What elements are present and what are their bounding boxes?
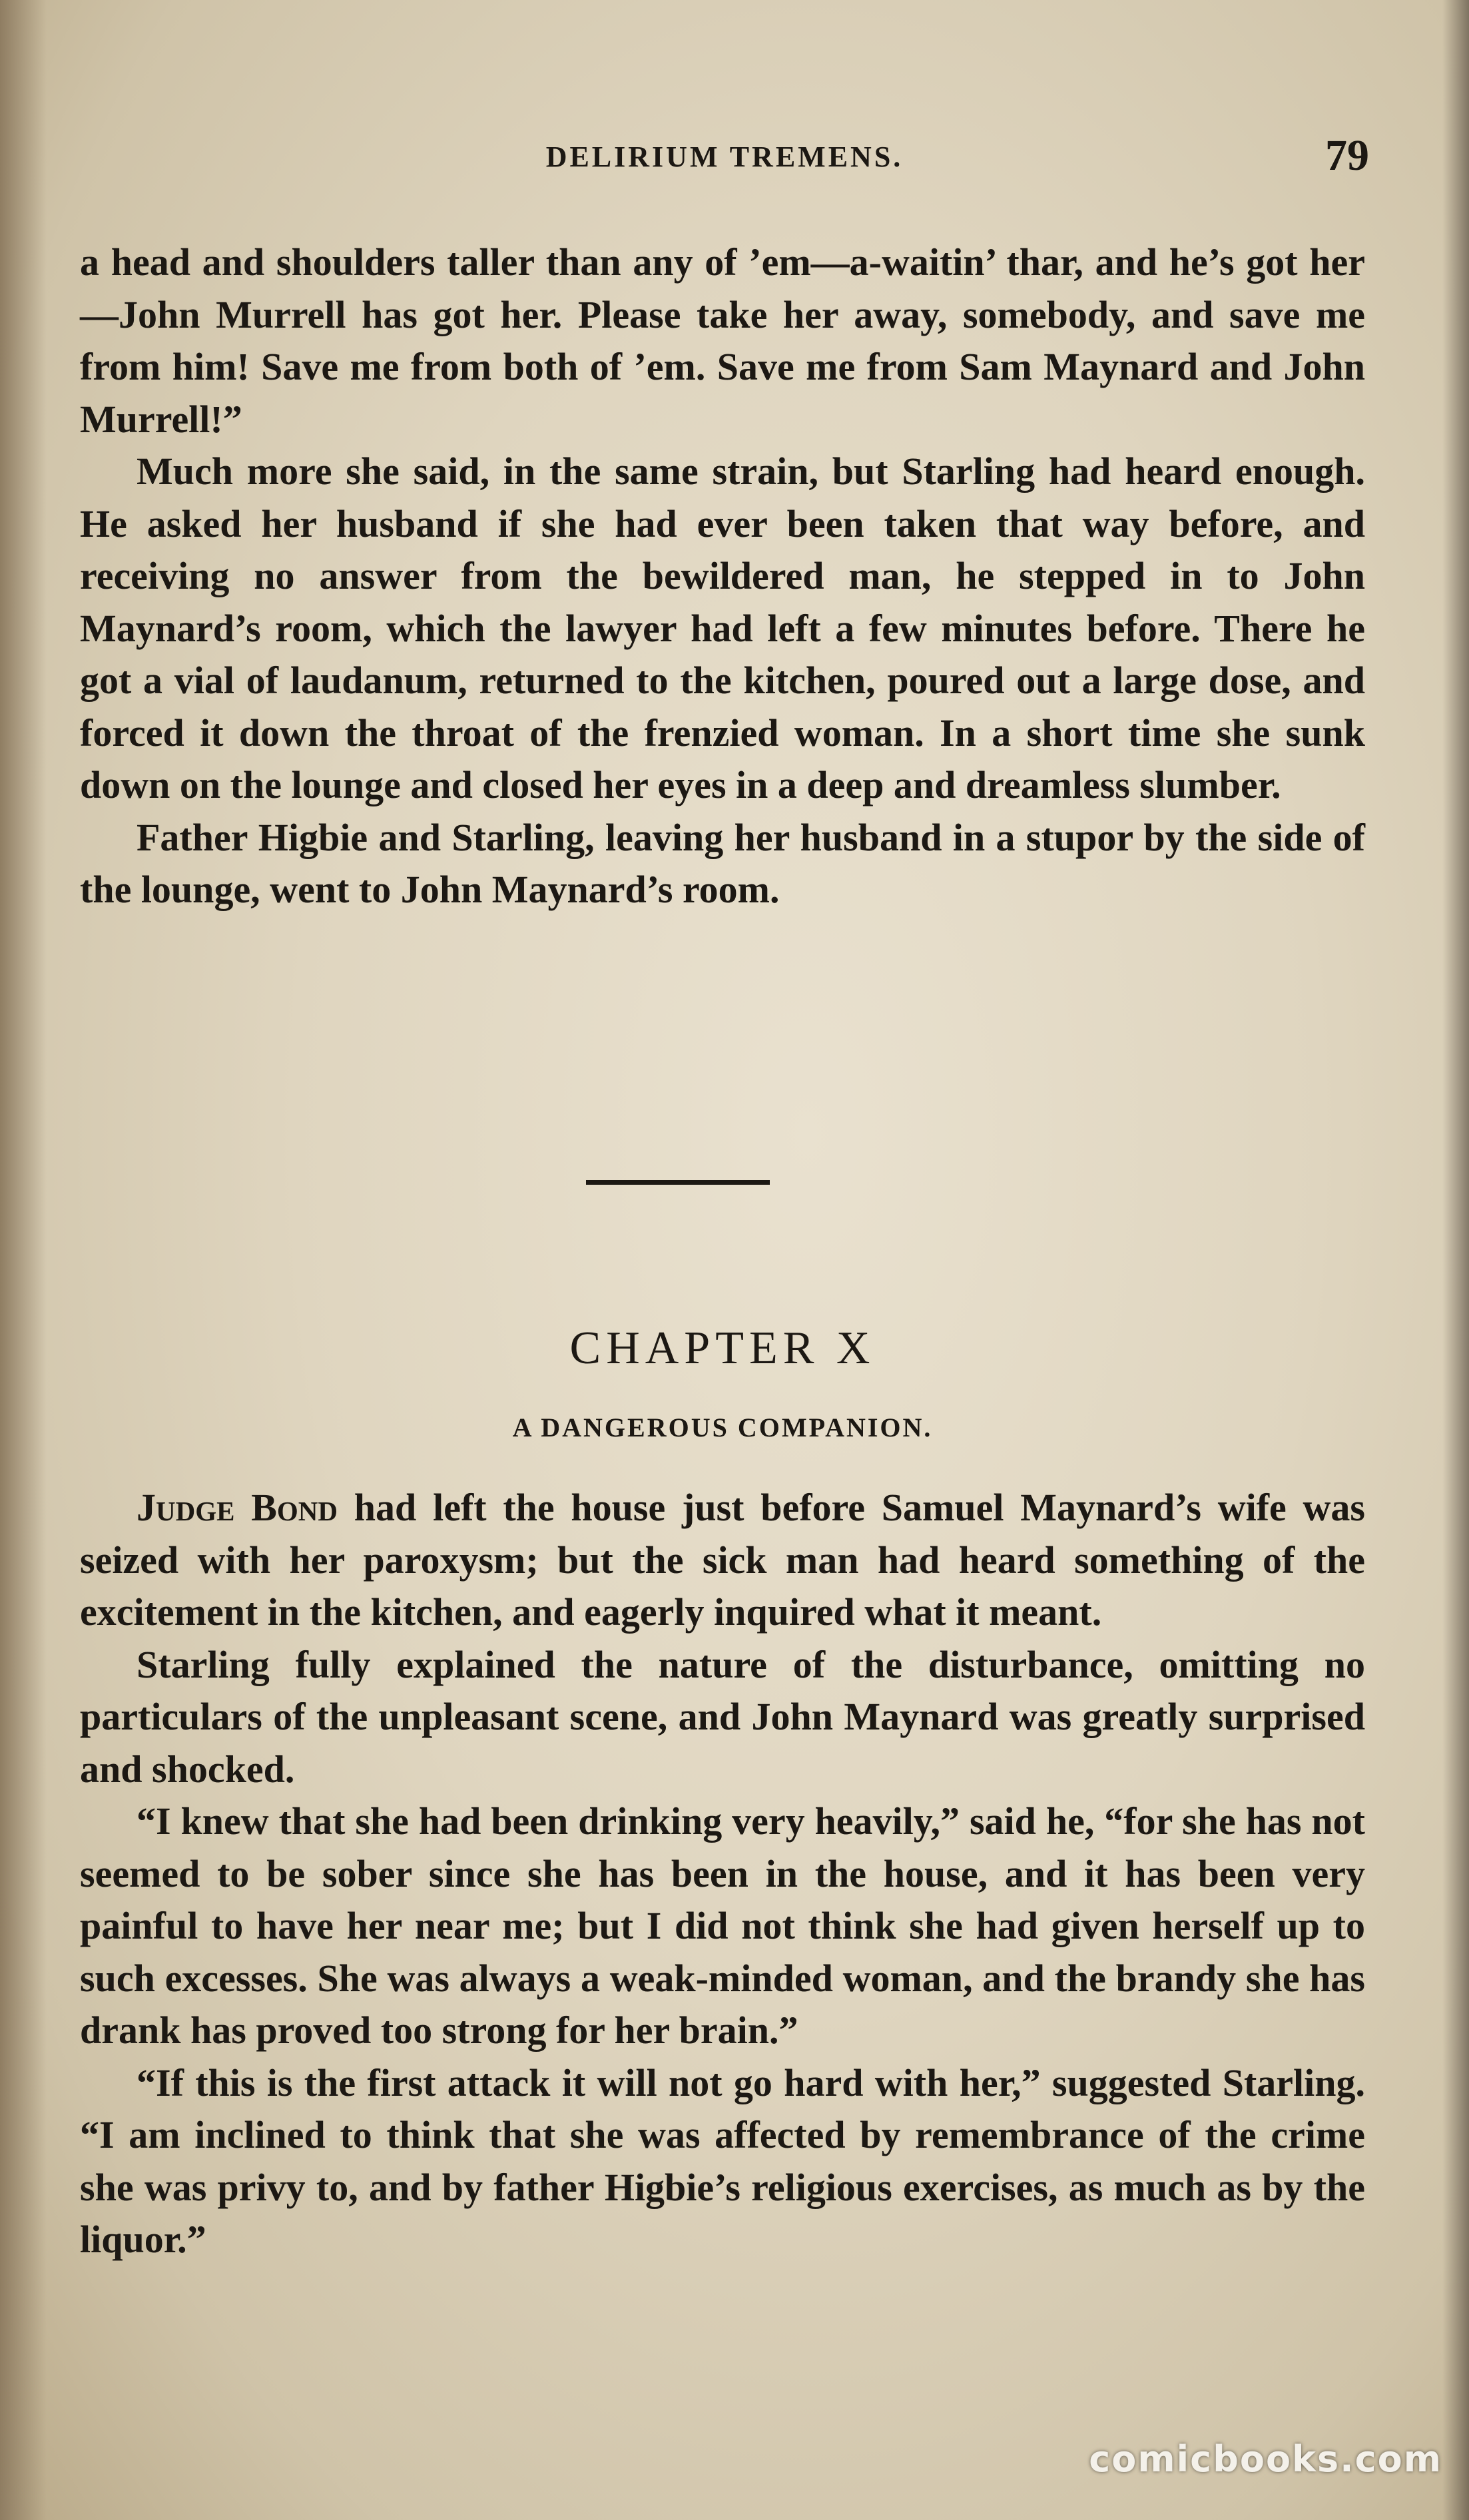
page-number: 79 (1325, 131, 1369, 180)
paragraph: “I knew that she had been drinking very heavily,” said he, “for she has not seemed to be sober since she has been in the house, and it has been very painful to have her near me; but I did not think she had given herself up to such excesses. She was always a weak-minded woman, and the brandy she has drank has proved too strong for her brain.” (80, 1799, 1365, 2052)
chapter-title: CHAPTER X (569, 1323, 876, 1374)
section-divider (586, 1180, 770, 1185)
paragraph: Father Higbie and Starling, leaving her husband in a stupor by the side of the lounge, went to John Maynard’s room. (80, 815, 1365, 911)
lead-name: Judge Bond (137, 1486, 338, 1529)
paragraph: “If this is the first attack it will not go hard with her,” suggested Starling. “I am inclined to think that she was affected by remembrance of the crime she was privy to, and by father Higbie’s religious exercises, as much as by the liquor.” (80, 2060, 1365, 2261)
paragraph (80, 1482, 1365, 1639)
paragraph-body: had left the house just before Samuel Maynard’s wife was seized with her paroxysm; but the sick man had heard something of the excitement in the kitchen, and eagerly inquired what it meant. (80, 1486, 1366, 1634)
paragraph: a head and shoulders taller than any of ’em—a-waitin’ thar, and he’s got her—John Murrell has got her. Please take her away, somebody, and save me from him! Save me from both of ’em. Save me from Sam Maynard and John Murrell!” (80, 240, 1365, 441)
continued-text (80, 236, 1365, 916)
page-header (80, 131, 1369, 184)
chapter-text (80, 1482, 1365, 2266)
paragraph: Much more she said, in the same strain, but Starling had heard enough. He asked her husband if she had ever been taken that way before, and receiving no answer from the bewildered man, he stepped in to John Maynard’s room, which the lawyer had left a few minutes before. There he got a vial of laudanum, returned to the kitchen, poured out a large dose, and forced it down the throat of the frenzied woman. In a short time she sunk down on the lounge and closed her eyes in a deep and dreamless slumber. (80, 450, 1365, 806)
running-head: DELIRIUM TREMENS. (545, 141, 904, 173)
paragraph: Starling fully explained the nature of the disturbance, omitting no particulars of the unpleasant scene, and John Maynard was greatly surprised and shocked. (80, 1642, 1365, 1791)
watermark: comicbooks.com (1089, 2438, 1442, 2480)
chapter-subtitle: A DANGEROUS COMPANION. (512, 1413, 933, 1442)
